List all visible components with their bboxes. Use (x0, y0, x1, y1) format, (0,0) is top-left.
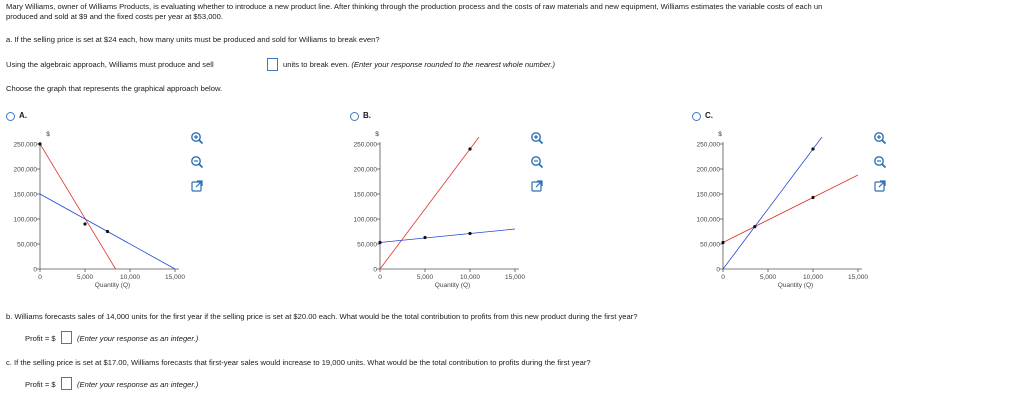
zoom-in-icon[interactable] (190, 131, 204, 145)
y-tick-label: 200,000 (696, 166, 720, 174)
x-tick-label: 10,000 (460, 274, 480, 281)
data-point (811, 147, 814, 150)
y-tick-label: 100,000 (696, 216, 720, 224)
y-tick-label: 150,000 (353, 191, 377, 199)
y-tick-label: 50,000 (700, 241, 720, 249)
x-tick-label: 5,000 (759, 274, 777, 281)
y-tick-label: 250,000 (13, 141, 37, 149)
part-c-hint: (Enter your response as an integer.) (77, 380, 199, 389)
problem-text-line2: produced and sold at $9 and the fixed costs per year at $53,000. (6, 12, 223, 21)
series-line-1 (40, 144, 116, 269)
part-a-question: a. If the selling price is set at $24 each, how many units must be produced and sold for Williams to break even? (6, 35, 380, 44)
x-tick-label: 15,000 (848, 274, 868, 281)
y-tick-label: 150,000 (696, 191, 720, 199)
choose-graph-text: Choose the graph that represents the graphical approach below. (6, 84, 223, 93)
data-point (378, 241, 381, 244)
option-c-radio[interactable] (692, 112, 701, 121)
y-tick-label: 250,000 (696, 141, 720, 149)
zoom-out-icon[interactable] (873, 155, 887, 169)
zoom-in-icon[interactable] (530, 131, 544, 145)
y-tick-label: 100,000 (13, 216, 37, 224)
data-point (423, 236, 426, 239)
option-c-label: C. (705, 111, 713, 120)
series-line-1 (380, 137, 479, 269)
x-tick-label: 10,000 (120, 274, 140, 281)
graph-a (0, 128, 200, 293)
part-b-profit-label: Profit = $ (25, 334, 56, 343)
data-point (106, 230, 109, 233)
x-axis-label: Quantity (Q) (434, 282, 471, 289)
option-a-label: A. (19, 111, 27, 120)
y-tick-label: 100,000 (353, 216, 377, 224)
option-b-label: B. (363, 111, 371, 120)
popout-icon[interactable] (873, 179, 887, 193)
x-axis-label: Quantity (Q) (94, 282, 131, 289)
data-point (83, 222, 86, 225)
graph-c (683, 128, 883, 293)
part-a-prompt-after: units to break even. (Enter your response rounded to the nearest whole number.) (283, 60, 556, 69)
x-tick-label: 10,000 (803, 274, 823, 281)
popout-icon[interactable] (190, 179, 204, 193)
x-tick-label: 5,000 (416, 274, 434, 281)
y-axis-label: $ (718, 131, 722, 138)
part-b-hint: (Enter your response as an integer.) (77, 334, 199, 343)
part-c-question: c. If the selling price is set at $17.00, Williams forecasts that first-year sales would increase to 19,000 units. What would be the total contribution to profits during the first year? (6, 358, 591, 367)
y-tick-label: 50,000 (17, 241, 37, 249)
data-point (753, 225, 756, 228)
series-line-1 (723, 137, 822, 269)
zoom-out-icon[interactable] (530, 155, 544, 169)
part-c-profit-label: Profit = $ (25, 380, 56, 389)
data-point (468, 147, 471, 150)
x-tick-label: 15,000 (165, 274, 185, 281)
x-tick-label: 0 (38, 274, 42, 281)
data-point (721, 241, 724, 244)
x-tick-label: 5,000 (76, 274, 94, 281)
x-axis-label: Quantity (Q) (777, 282, 814, 289)
y-tick-label: 0 (716, 266, 720, 274)
x-tick-label: 0 (378, 274, 382, 281)
problem-text-line1: Mary Williams, owner of Williams Products, is evaluating whether to introduce a new product line. After thinking through the production process and the costs of raw materials and new equipment, Williams estimates the variable costs of each un (6, 2, 823, 11)
x-tick-label: 15,000 (505, 274, 525, 281)
part-c-profit-input[interactable] (61, 377, 72, 390)
data-point (468, 232, 471, 235)
break-even-units-input[interactable] (267, 58, 278, 71)
zoom-out-icon[interactable] (190, 155, 204, 169)
y-axis-label: $ (375, 131, 379, 138)
y-tick-label: 0 (33, 266, 37, 274)
y-tick-label: 50,000 (357, 241, 377, 249)
part-a-prompt-before: Using the algebraic approach, Williams must produce and sell (6, 60, 214, 69)
y-tick-label: 200,000 (13, 166, 37, 174)
y-tick-label: 200,000 (353, 166, 377, 174)
y-tick-label: 0 (373, 266, 377, 274)
part-b-question: b. Williams forecasts sales of 14,000 units for the first year if the selling price is set at $20.00 each. What would be the total contribution to profits from this new product during the first year? (6, 312, 638, 321)
y-tick-label: 250,000 (353, 141, 377, 149)
popout-icon[interactable] (530, 179, 544, 193)
part-b-profit-input[interactable] (61, 331, 72, 344)
option-a-radio[interactable] (6, 112, 15, 121)
x-tick-label: 0 (721, 274, 725, 281)
data-point (811, 196, 814, 199)
y-axis-label: $ (46, 131, 50, 138)
series-line-2 (380, 229, 515, 243)
graph-b (340, 128, 540, 293)
series-line-2 (723, 175, 858, 243)
data-point (38, 142, 41, 145)
y-tick-label: 150,000 (13, 191, 37, 199)
option-b-radio[interactable] (350, 112, 359, 121)
zoom-in-icon[interactable] (873, 131, 887, 145)
